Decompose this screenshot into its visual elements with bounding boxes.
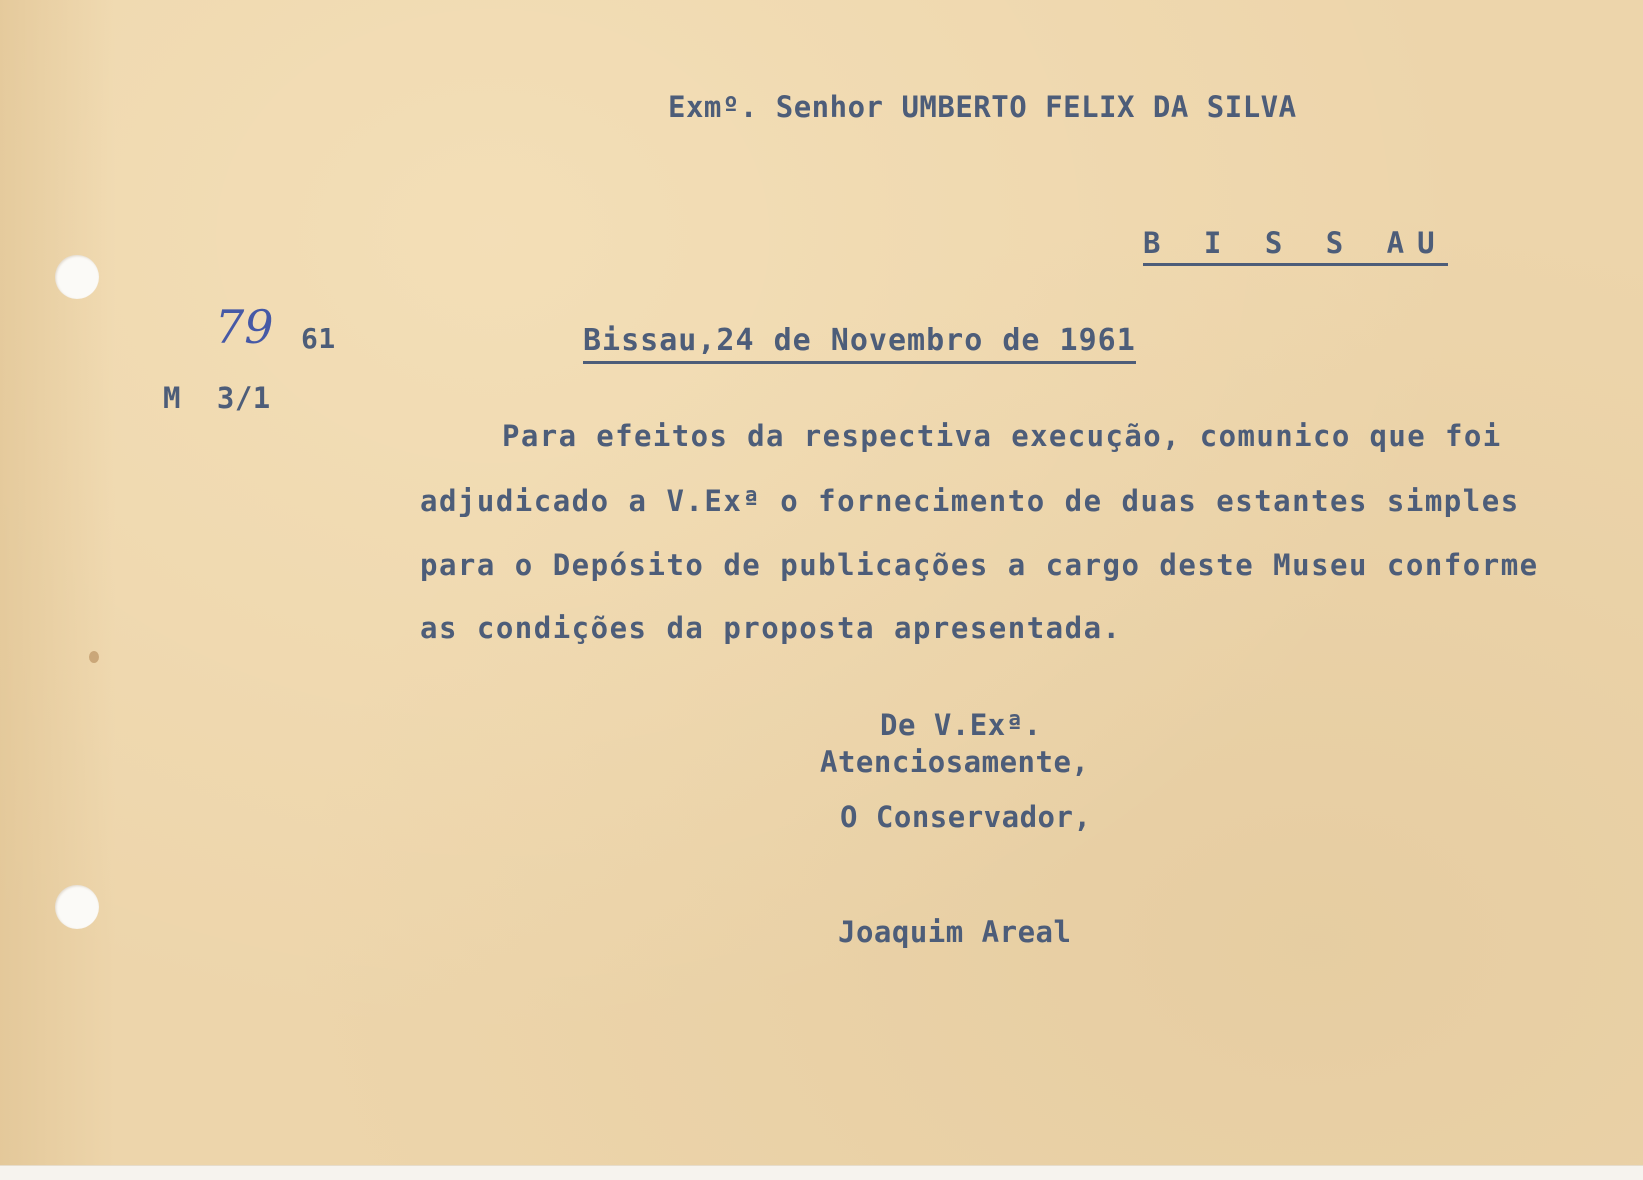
body-line-3: para o Depósito de publicações a cargo deste Museu conforme — [420, 548, 1539, 582]
salutation-line: Atenciosamente, — [820, 745, 1090, 779]
reference-code: M 3/1 — [163, 381, 271, 415]
punch-hole-bottom — [55, 885, 99, 929]
paper-bottom-edge — [0, 1165, 1643, 1180]
signer-title: O Conservador, — [840, 800, 1092, 834]
paper-stain — [89, 651, 99, 663]
city-line: B I S S AU — [1143, 226, 1448, 266]
addressee-line: Exmº. Senhor UMBERTO FELIX DA SILVA — [668, 90, 1297, 124]
date-line: Bissau,24 de Novembro de 1961 — [583, 323, 1136, 364]
paper-edge-shading — [0, 0, 115, 1180]
reference-number: 61 — [301, 322, 336, 355]
punch-hole-top — [55, 255, 99, 299]
body-line-2: adjudicado a V.Exª o fornecimento de duas estantes simples — [420, 484, 1520, 518]
signer-name: Joaquim Areal — [838, 915, 1072, 949]
body-line-4: as condições da proposta apresentada. — [420, 611, 1122, 645]
handwritten-reference-number: 79 — [215, 300, 274, 354]
closing-line: De V.Exª. — [880, 708, 1042, 742]
body-line-1: Para efeitos da respectiva execução, comunico que foi — [502, 419, 1502, 453]
